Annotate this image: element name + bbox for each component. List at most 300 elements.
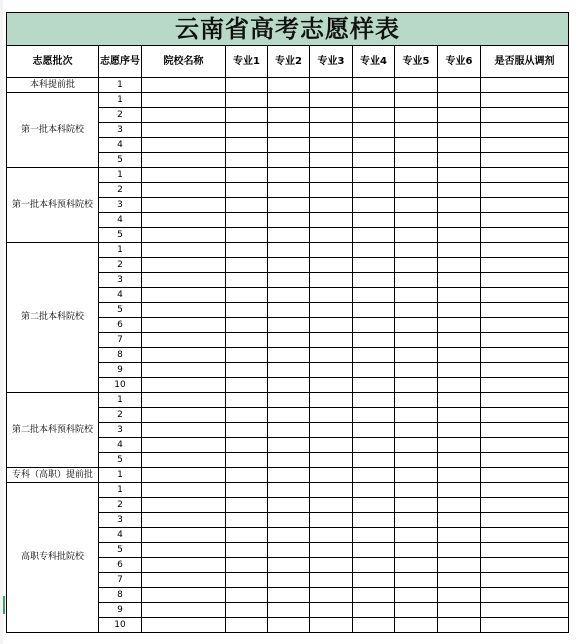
- major-6-cell[interactable]: [438, 573, 481, 588]
- adjust-cell[interactable]: [481, 483, 569, 498]
- school-name-cell[interactable]: [142, 393, 226, 408]
- major-4-cell[interactable]: [353, 453, 395, 468]
- adjust-cell[interactable]: [481, 438, 569, 453]
- major-1-cell[interactable]: [226, 498, 268, 513]
- adjust-cell[interactable]: [481, 228, 569, 243]
- school-name-cell[interactable]: [142, 168, 226, 183]
- major-5-cell[interactable]: [395, 453, 438, 468]
- adjust-cell[interactable]: [481, 333, 569, 348]
- major-2-cell[interactable]: [268, 588, 310, 603]
- adjust-cell[interactable]: [481, 408, 569, 423]
- major-5-cell[interactable]: [395, 228, 438, 243]
- major-4-cell[interactable]: [353, 303, 395, 318]
- school-name-cell[interactable]: [142, 573, 226, 588]
- major-6-cell[interactable]: [438, 258, 481, 273]
- major-4-cell[interactable]: [353, 243, 395, 258]
- major-6-cell[interactable]: [438, 378, 481, 393]
- school-name-cell[interactable]: [142, 528, 226, 543]
- adjust-cell[interactable]: [481, 393, 569, 408]
- major-5-cell[interactable]: [395, 618, 438, 633]
- adjust-cell[interactable]: [481, 603, 569, 618]
- major-5-cell[interactable]: [395, 468, 438, 483]
- major-5-cell[interactable]: [395, 528, 438, 543]
- major-6-cell[interactable]: [438, 348, 481, 363]
- header-major-6: 专业6: [438, 46, 481, 78]
- major-6-cell[interactable]: [438, 303, 481, 318]
- major-3-cell[interactable]: [310, 453, 353, 468]
- major-5-cell[interactable]: [395, 543, 438, 558]
- major-2-cell[interactable]: [268, 363, 310, 378]
- major-1-cell[interactable]: [226, 303, 268, 318]
- major-6-cell[interactable]: [438, 363, 481, 378]
- adjust-cell[interactable]: [481, 258, 569, 273]
- school-name-cell[interactable]: [142, 378, 226, 393]
- major-2-cell[interactable]: [268, 453, 310, 468]
- major-3-cell[interactable]: [310, 138, 353, 153]
- major-1-cell[interactable]: [226, 318, 268, 333]
- major-6-cell[interactable]: [438, 588, 481, 603]
- major-3-cell[interactable]: [310, 168, 353, 183]
- major-1-cell[interactable]: [226, 423, 268, 438]
- major-3-cell[interactable]: [310, 243, 353, 258]
- school-name-cell[interactable]: [142, 153, 226, 168]
- major-5-cell[interactable]: [395, 348, 438, 363]
- school-name-cell[interactable]: [142, 498, 226, 513]
- school-name-cell[interactable]: [142, 273, 226, 288]
- major-5-cell[interactable]: [395, 378, 438, 393]
- major-6-cell[interactable]: [438, 333, 481, 348]
- major-6-cell[interactable]: [438, 108, 481, 123]
- major-3-cell[interactable]: [310, 318, 353, 333]
- major-1-cell[interactable]: [226, 198, 268, 213]
- major-4-cell[interactable]: [353, 603, 395, 618]
- major-3-cell[interactable]: [310, 513, 353, 528]
- school-name-cell[interactable]: [142, 333, 226, 348]
- major-6-cell[interactable]: [438, 78, 481, 93]
- major-2-cell[interactable]: [268, 318, 310, 333]
- table-row: [7, 243, 569, 258]
- major-2-cell[interactable]: [268, 558, 310, 573]
- major-3-cell[interactable]: [310, 288, 353, 303]
- major-6-cell[interactable]: [438, 543, 481, 558]
- adjust-cell[interactable]: [481, 168, 569, 183]
- major-1-cell[interactable]: [226, 348, 268, 363]
- major-6-cell[interactable]: [438, 528, 481, 543]
- major-6-cell[interactable]: [438, 213, 481, 228]
- major-5-cell[interactable]: [395, 213, 438, 228]
- major-5-cell[interactable]: [395, 198, 438, 213]
- major-1-cell[interactable]: [226, 588, 268, 603]
- major-4-cell[interactable]: [353, 258, 395, 273]
- adjust-cell[interactable]: [481, 348, 569, 363]
- major-3-cell[interactable]: [310, 423, 353, 438]
- adjust-cell[interactable]: [481, 138, 569, 153]
- major-3-cell[interactable]: [310, 438, 353, 453]
- major-5-cell[interactable]: [395, 363, 438, 378]
- major-4-cell[interactable]: [353, 438, 395, 453]
- major-2-cell[interactable]: [268, 303, 310, 318]
- school-name-cell[interactable]: [142, 198, 226, 213]
- major-6-cell[interactable]: [438, 273, 481, 288]
- major-2-cell[interactable]: [268, 498, 310, 513]
- school-name-cell[interactable]: [142, 588, 226, 603]
- major-2-cell[interactable]: [268, 603, 310, 618]
- school-name-cell[interactable]: [142, 243, 226, 258]
- major-5-cell[interactable]: [395, 93, 438, 108]
- adjust-cell[interactable]: [481, 78, 569, 93]
- major-3-cell[interactable]: [310, 363, 353, 378]
- major-1-cell[interactable]: [226, 93, 268, 108]
- major-3-cell[interactable]: [310, 198, 353, 213]
- adjust-cell[interactable]: [481, 513, 569, 528]
- major-3-cell[interactable]: [310, 393, 353, 408]
- major-2-cell[interactable]: [268, 228, 310, 243]
- major-2-cell[interactable]: [268, 483, 310, 498]
- major-4-cell[interactable]: [353, 348, 395, 363]
- school-name-cell[interactable]: [142, 603, 226, 618]
- adjust-cell[interactable]: [481, 198, 569, 213]
- major-1-cell[interactable]: [226, 468, 268, 483]
- major-1-cell[interactable]: [226, 78, 268, 93]
- major-6-cell[interactable]: [438, 453, 481, 468]
- major-2-cell[interactable]: [268, 528, 310, 543]
- major-4-cell[interactable]: [353, 573, 395, 588]
- school-name-cell[interactable]: [142, 138, 226, 153]
- adjust-cell[interactable]: [481, 153, 569, 168]
- major-4-cell[interactable]: [353, 408, 395, 423]
- major-2-cell[interactable]: [268, 378, 310, 393]
- major-2-cell[interactable]: [268, 393, 310, 408]
- major-6-cell[interactable]: [438, 438, 481, 453]
- major-2-cell[interactable]: [268, 108, 310, 123]
- major-4-cell[interactable]: [353, 318, 395, 333]
- header-major-4: 专业4: [353, 46, 395, 78]
- major-1-cell[interactable]: [226, 168, 268, 183]
- major-6-cell[interactable]: [438, 423, 481, 438]
- major-1-cell[interactable]: [226, 513, 268, 528]
- major-5-cell[interactable]: [395, 243, 438, 258]
- major-3-cell[interactable]: [310, 498, 353, 513]
- major-1-cell[interactable]: [226, 393, 268, 408]
- major-1-cell[interactable]: [226, 213, 268, 228]
- major-2-cell[interactable]: [268, 348, 310, 363]
- adjust-cell[interactable]: [481, 573, 569, 588]
- adjust-cell[interactable]: [481, 318, 569, 333]
- major-3-cell[interactable]: [310, 588, 353, 603]
- major-5-cell[interactable]: [395, 423, 438, 438]
- major-6-cell[interactable]: [438, 153, 481, 168]
- school-name-cell[interactable]: [142, 543, 226, 558]
- major-1-cell[interactable]: [226, 408, 268, 423]
- school-name-cell[interactable]: [142, 258, 226, 273]
- school-name-cell[interactable]: [142, 303, 226, 318]
- major-1-cell[interactable]: [226, 153, 268, 168]
- major-3-cell[interactable]: [310, 378, 353, 393]
- major-2-cell[interactable]: [268, 183, 310, 198]
- major-1-cell[interactable]: [226, 558, 268, 573]
- major-3-cell[interactable]: [310, 93, 353, 108]
- major-1-cell[interactable]: [226, 138, 268, 153]
- major-2-cell[interactable]: [268, 468, 310, 483]
- major-2-cell[interactable]: [268, 573, 310, 588]
- school-name-cell[interactable]: [142, 183, 226, 198]
- major-5-cell[interactable]: [395, 483, 438, 498]
- major-4-cell[interactable]: [353, 108, 395, 123]
- major-2-cell[interactable]: [268, 78, 310, 93]
- major-6-cell[interactable]: [438, 198, 481, 213]
- major-3-cell[interactable]: [310, 573, 353, 588]
- major-3-cell[interactable]: [310, 603, 353, 618]
- major-5-cell[interactable]: [395, 408, 438, 423]
- major-6-cell[interactable]: [438, 123, 481, 138]
- major-5-cell[interactable]: [395, 558, 438, 573]
- major-2-cell[interactable]: [268, 198, 310, 213]
- school-name-cell[interactable]: [142, 468, 226, 483]
- major-3-cell[interactable]: [310, 153, 353, 168]
- major-5-cell[interactable]: [395, 258, 438, 273]
- major-6-cell[interactable]: [438, 93, 481, 108]
- adjust-cell[interactable]: [481, 498, 569, 513]
- school-name-cell[interactable]: [142, 618, 226, 633]
- major-5-cell[interactable]: [395, 108, 438, 123]
- adjust-cell[interactable]: [481, 543, 569, 558]
- major-3-cell[interactable]: [310, 558, 353, 573]
- adjust-cell[interactable]: [481, 273, 569, 288]
- school-name-cell[interactable]: [142, 93, 226, 108]
- major-6-cell[interactable]: [438, 468, 481, 483]
- adjust-cell[interactable]: [481, 303, 569, 318]
- major-3-cell[interactable]: [310, 303, 353, 318]
- major-3-cell[interactable]: [310, 468, 353, 483]
- major-4-cell[interactable]: [353, 543, 395, 558]
- major-4-cell[interactable]: [353, 93, 395, 108]
- major-4-cell[interactable]: [353, 423, 395, 438]
- major-2-cell[interactable]: [268, 438, 310, 453]
- major-2-cell[interactable]: [268, 243, 310, 258]
- major-3-cell[interactable]: [310, 618, 353, 633]
- major-5-cell[interactable]: [395, 318, 438, 333]
- adjust-cell[interactable]: [481, 558, 569, 573]
- school-name-cell[interactable]: [142, 483, 226, 498]
- school-name-cell[interactable]: [142, 318, 226, 333]
- major-6-cell[interactable]: [438, 603, 481, 618]
- major-5-cell[interactable]: [395, 288, 438, 303]
- major-4-cell[interactable]: [353, 468, 395, 483]
- major-1-cell[interactable]: [226, 618, 268, 633]
- school-name-cell[interactable]: [142, 558, 226, 573]
- major-1-cell[interactable]: [226, 528, 268, 543]
- major-1-cell[interactable]: [226, 363, 268, 378]
- major-5-cell[interactable]: [395, 333, 438, 348]
- adjust-cell[interactable]: [481, 243, 569, 258]
- adjust-cell[interactable]: [481, 588, 569, 603]
- school-name-cell[interactable]: [142, 408, 226, 423]
- major-2-cell[interactable]: [268, 213, 310, 228]
- adjust-cell[interactable]: [481, 93, 569, 108]
- major-4-cell[interactable]: [353, 378, 395, 393]
- major-6-cell[interactable]: [438, 318, 481, 333]
- major-6-cell[interactable]: [438, 618, 481, 633]
- adjust-cell[interactable]: [481, 453, 569, 468]
- major-4-cell[interactable]: [353, 483, 395, 498]
- major-3-cell[interactable]: [310, 183, 353, 198]
- major-6-cell[interactable]: [438, 393, 481, 408]
- major-1-cell[interactable]: [226, 573, 268, 588]
- major-5-cell[interactable]: [395, 78, 438, 93]
- major-6-cell[interactable]: [438, 513, 481, 528]
- major-1-cell[interactable]: [226, 273, 268, 288]
- major-6-cell[interactable]: [438, 288, 481, 303]
- major-5-cell[interactable]: [395, 273, 438, 288]
- major-3-cell[interactable]: [310, 78, 353, 93]
- major-4-cell[interactable]: [353, 363, 395, 378]
- major-1-cell[interactable]: [226, 543, 268, 558]
- major-2-cell[interactable]: [268, 513, 310, 528]
- adjust-cell[interactable]: [481, 468, 569, 483]
- major-5-cell[interactable]: [395, 153, 438, 168]
- major-5-cell[interactable]: [395, 138, 438, 153]
- school-name-cell[interactable]: [142, 423, 226, 438]
- major-4-cell[interactable]: [353, 213, 395, 228]
- major-6-cell[interactable]: [438, 183, 481, 198]
- adjust-cell[interactable]: [481, 213, 569, 228]
- school-name-cell[interactable]: [142, 288, 226, 303]
- school-name-cell[interactable]: [142, 438, 226, 453]
- major-4-cell[interactable]: [353, 138, 395, 153]
- adjust-cell[interactable]: [481, 528, 569, 543]
- major-3-cell[interactable]: [310, 258, 353, 273]
- adjust-cell[interactable]: [481, 378, 569, 393]
- major-6-cell[interactable]: [438, 498, 481, 513]
- major-5-cell[interactable]: [395, 603, 438, 618]
- major-2-cell[interactable]: [268, 423, 310, 438]
- major-2-cell[interactable]: [268, 618, 310, 633]
- major-2-cell[interactable]: [268, 258, 310, 273]
- major-4-cell[interactable]: [353, 588, 395, 603]
- major-5-cell[interactable]: [395, 168, 438, 183]
- adjust-cell[interactable]: [481, 123, 569, 138]
- school-name-cell[interactable]: [142, 513, 226, 528]
- major-1-cell[interactable]: [226, 243, 268, 258]
- major-4-cell[interactable]: [353, 123, 395, 138]
- major-6-cell[interactable]: [438, 558, 481, 573]
- major-4-cell[interactable]: [353, 168, 395, 183]
- major-3-cell[interactable]: [310, 408, 353, 423]
- major-1-cell[interactable]: [226, 603, 268, 618]
- major-2-cell[interactable]: [268, 93, 310, 108]
- major-6-cell[interactable]: [438, 483, 481, 498]
- adjust-cell[interactable]: [481, 363, 569, 378]
- major-4-cell[interactable]: [353, 528, 395, 543]
- major-4-cell[interactable]: [353, 393, 395, 408]
- major-2-cell[interactable]: [268, 273, 310, 288]
- major-4-cell[interactable]: [353, 498, 395, 513]
- school-name-cell[interactable]: [142, 213, 226, 228]
- major-3-cell[interactable]: [310, 528, 353, 543]
- major-6-cell[interactable]: [438, 408, 481, 423]
- major-5-cell[interactable]: [395, 303, 438, 318]
- major-1-cell[interactable]: [226, 123, 268, 138]
- major-4-cell[interactable]: [353, 153, 395, 168]
- major-3-cell[interactable]: [310, 333, 353, 348]
- major-3-cell[interactable]: [310, 213, 353, 228]
- major-1-cell[interactable]: [226, 228, 268, 243]
- major-2-cell[interactable]: [268, 408, 310, 423]
- adjust-cell[interactable]: [481, 423, 569, 438]
- school-name-cell[interactable]: [142, 228, 226, 243]
- major-1-cell[interactable]: [226, 258, 268, 273]
- school-name-cell[interactable]: [142, 108, 226, 123]
- major-4-cell[interactable]: [353, 273, 395, 288]
- major-2-cell[interactable]: [268, 168, 310, 183]
- adjust-cell[interactable]: [481, 183, 569, 198]
- school-name-cell[interactable]: [142, 453, 226, 468]
- major-5-cell[interactable]: [395, 438, 438, 453]
- major-4-cell[interactable]: [353, 198, 395, 213]
- major-1-cell[interactable]: [226, 288, 268, 303]
- major-3-cell[interactable]: [310, 273, 353, 288]
- major-5-cell[interactable]: [395, 183, 438, 198]
- major-2-cell[interactable]: [268, 333, 310, 348]
- major-2-cell[interactable]: [268, 123, 310, 138]
- major-6-cell[interactable]: [438, 243, 481, 258]
- school-name-cell[interactable]: [142, 78, 226, 93]
- major-5-cell[interactable]: [395, 498, 438, 513]
- school-name-cell[interactable]: [142, 348, 226, 363]
- major-2-cell[interactable]: [268, 153, 310, 168]
- major-3-cell[interactable]: [310, 123, 353, 138]
- major-3-cell[interactable]: [310, 543, 353, 558]
- major-1-cell[interactable]: [226, 108, 268, 123]
- major-5-cell[interactable]: [395, 393, 438, 408]
- major-1-cell[interactable]: [226, 453, 268, 468]
- major-1-cell[interactable]: [226, 483, 268, 498]
- major-4-cell[interactable]: [353, 333, 395, 348]
- major-1-cell[interactable]: [226, 183, 268, 198]
- major-4-cell[interactable]: [353, 288, 395, 303]
- major-4-cell[interactable]: [353, 78, 395, 93]
- school-name-cell[interactable]: [142, 123, 226, 138]
- major-3-cell[interactable]: [310, 108, 353, 123]
- major-1-cell[interactable]: [226, 438, 268, 453]
- major-2-cell[interactable]: [268, 543, 310, 558]
- major-5-cell[interactable]: [395, 123, 438, 138]
- major-2-cell[interactable]: [268, 138, 310, 153]
- major-5-cell[interactable]: [395, 513, 438, 528]
- major-2-cell[interactable]: [268, 288, 310, 303]
- major-5-cell[interactable]: [395, 588, 438, 603]
- adjust-cell[interactable]: [481, 618, 569, 633]
- major-6-cell[interactable]: [438, 168, 481, 183]
- major-1-cell[interactable]: [226, 333, 268, 348]
- major-6-cell[interactable]: [438, 138, 481, 153]
- adjust-cell[interactable]: [481, 288, 569, 303]
- major-4-cell[interactable]: [353, 513, 395, 528]
- major-6-cell[interactable]: [438, 228, 481, 243]
- major-3-cell[interactable]: [310, 228, 353, 243]
- school-name-cell[interactable]: [142, 363, 226, 378]
- sequence-number: 4: [99, 288, 142, 303]
- major-1-cell[interactable]: [226, 378, 268, 393]
- adjust-cell[interactable]: [481, 108, 569, 123]
- major-4-cell[interactable]: [353, 558, 395, 573]
- major-4-cell[interactable]: [353, 618, 395, 633]
- major-4-cell[interactable]: [353, 183, 395, 198]
- major-3-cell[interactable]: [310, 483, 353, 498]
- major-5-cell[interactable]: [395, 573, 438, 588]
- major-3-cell[interactable]: [310, 348, 353, 363]
- major-4-cell[interactable]: [353, 228, 395, 243]
